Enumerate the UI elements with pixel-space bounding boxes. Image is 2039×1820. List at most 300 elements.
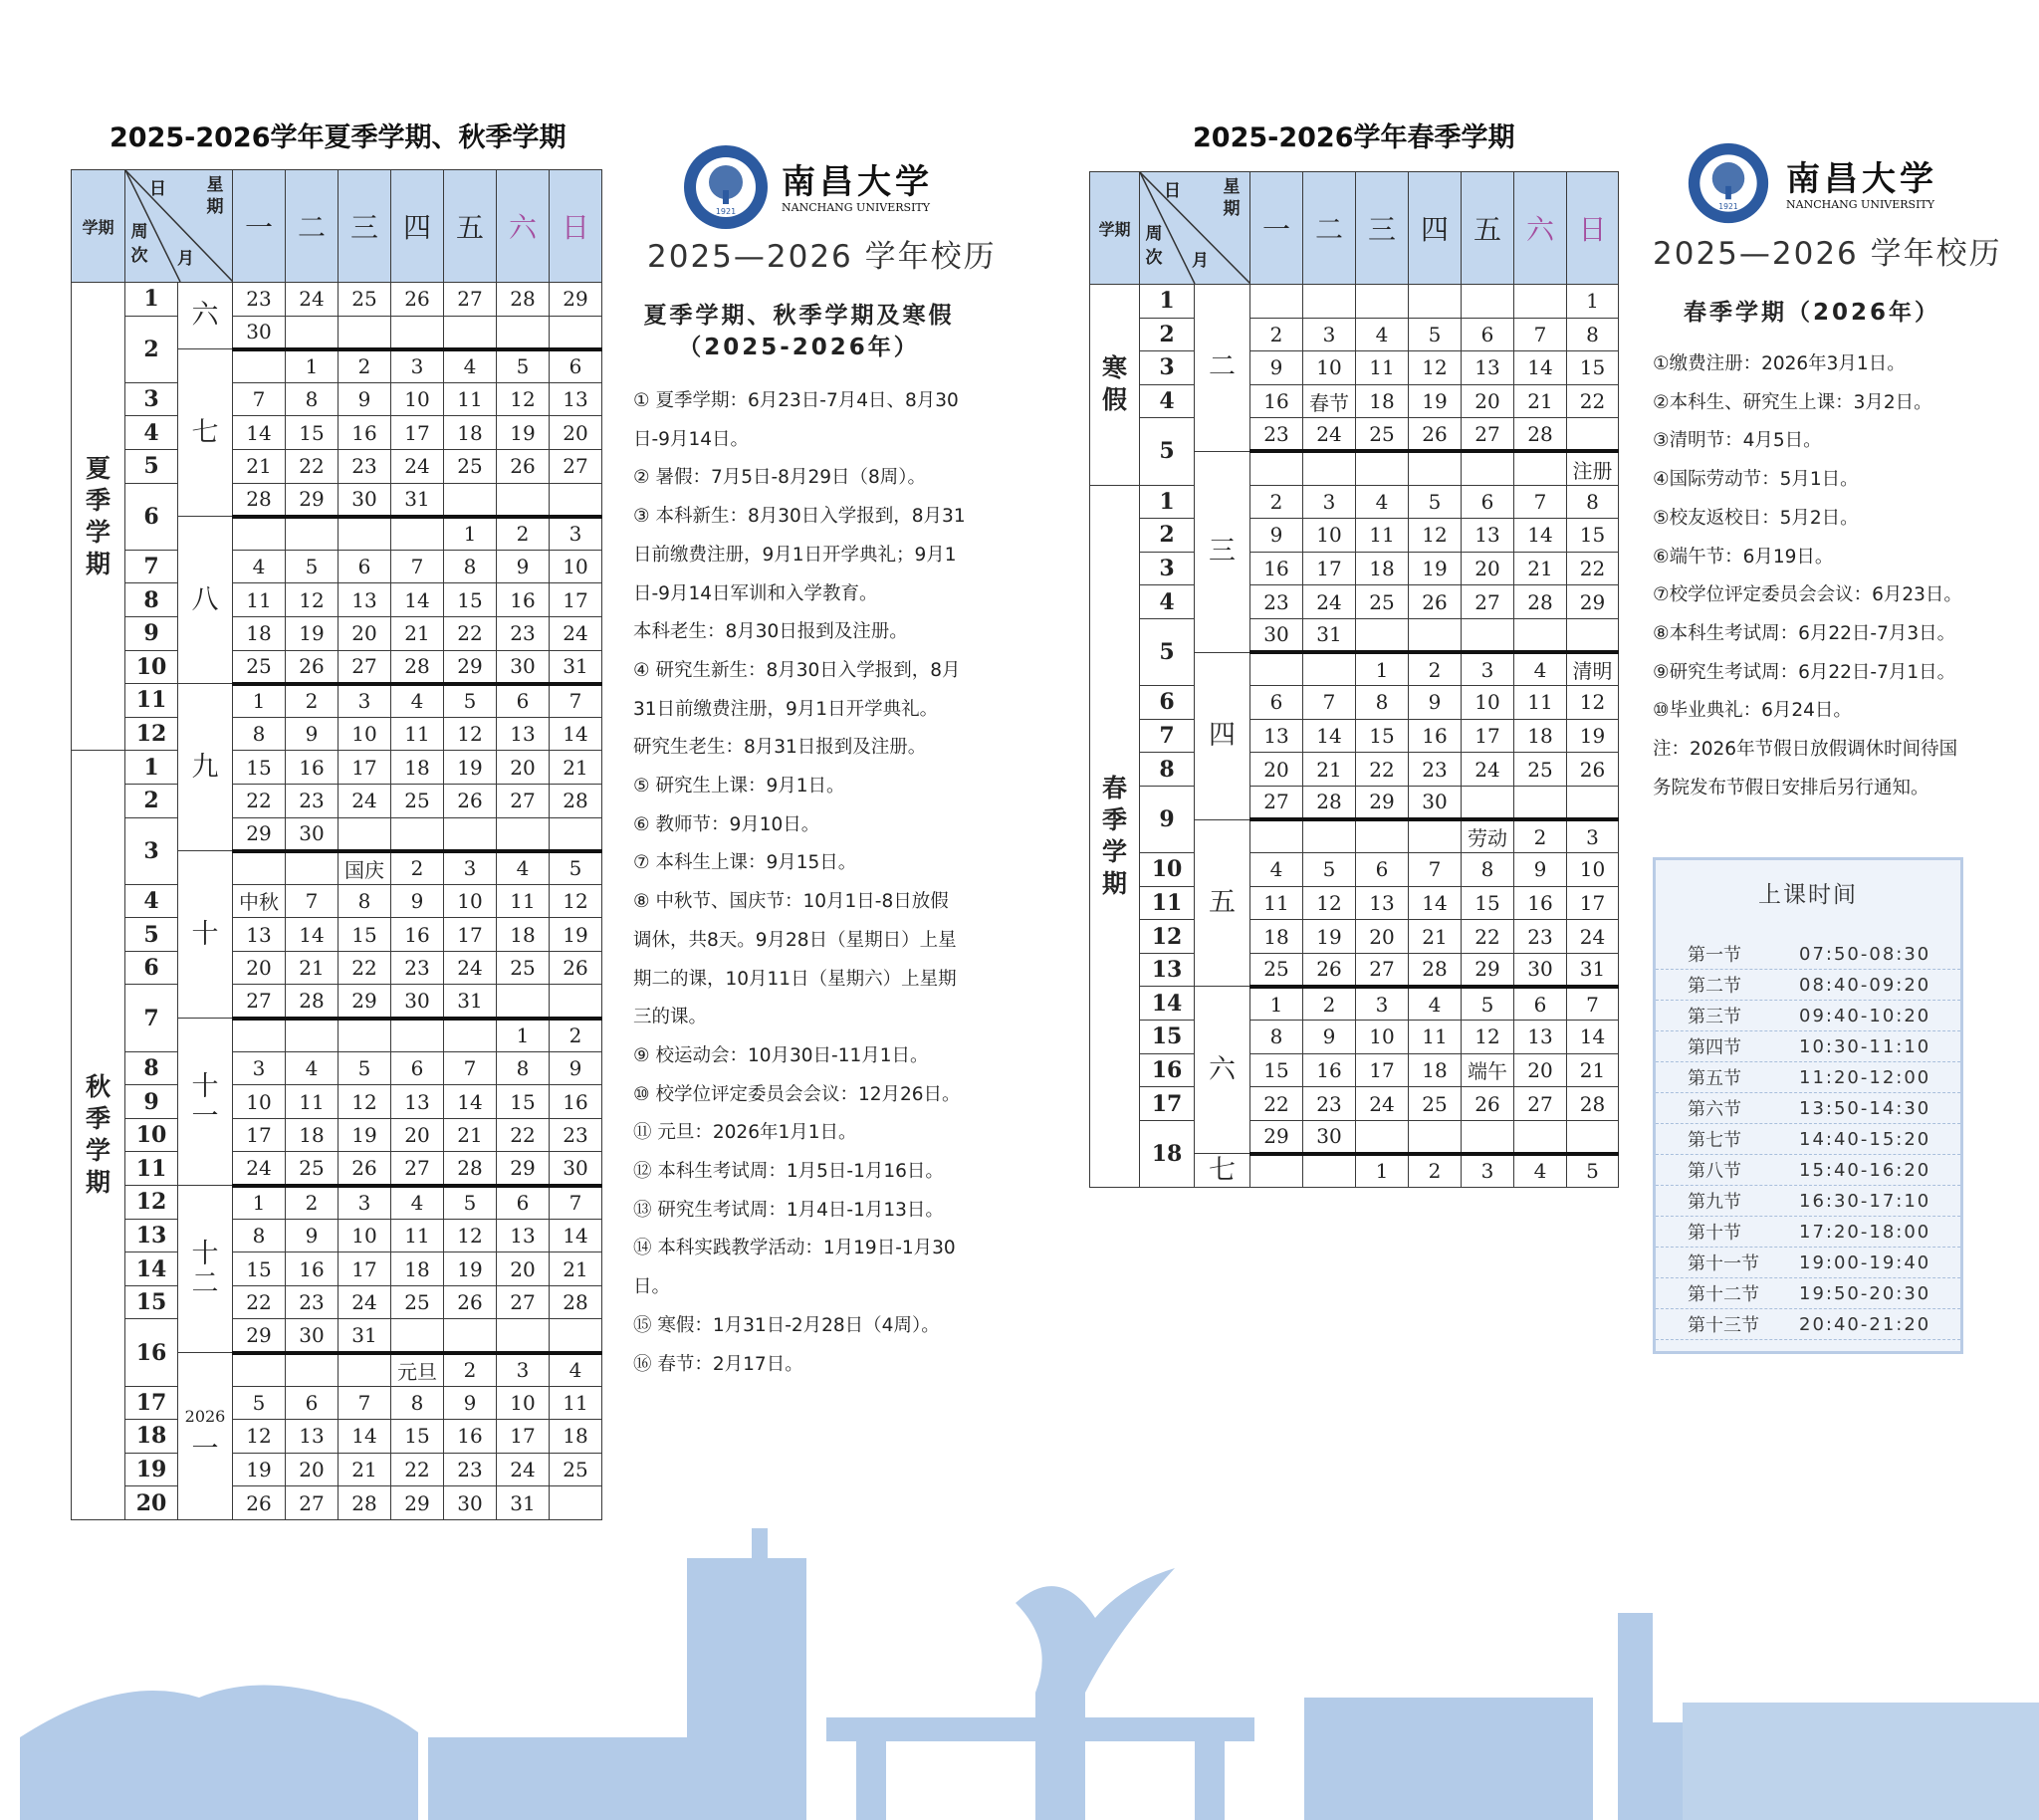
week-row — [1090, 719, 1619, 753]
note-item: ③ 本科新生：8月30日入学报到，8月31日前缴费注册，9月1日开学典礼；9月1日-9月14日军训和入学教育。 — [633, 506, 966, 604]
note-item: ⑥端午节：6月19日。 — [1653, 546, 1834, 568]
day-cell: 29 — [497, 1152, 550, 1186]
day-cell: 1 — [233, 1186, 286, 1220]
day-cell: 13 — [286, 1420, 339, 1454]
term-header: 学期 — [1090, 172, 1140, 285]
day-cell: 24 — [1356, 1087, 1409, 1121]
school-name: 南昌大学 — [782, 162, 933, 202]
week-row — [72, 1285, 602, 1319]
day-cell: 12 — [497, 382, 550, 416]
day-cell: 29 — [339, 985, 391, 1019]
week-row — [72, 1453, 602, 1486]
day-cell: 16 — [1514, 886, 1567, 920]
class-time-row — [1656, 1093, 1960, 1124]
day-cell: 13 — [1250, 719, 1303, 753]
day-cell: 22 — [1567, 384, 1619, 418]
day-cell: 27 — [1462, 585, 1514, 619]
day-cell: 5 — [444, 684, 497, 718]
day-cell: 8 — [1462, 853, 1514, 887]
day-cell: 23 — [497, 616, 550, 650]
week-row — [72, 717, 602, 751]
day-cell: 26 — [391, 283, 444, 317]
week-number: 14 — [125, 1252, 178, 1286]
day-cell: 30 — [1250, 618, 1303, 652]
day-cell: 19 — [1409, 384, 1462, 418]
week-number: 9 — [125, 1085, 178, 1119]
day-cell: 30 — [1303, 1120, 1356, 1154]
day-cell: 11 — [550, 1386, 602, 1420]
day-cell: 6 — [1462, 485, 1514, 519]
section-title-line2: （2025-2026年） — [678, 335, 920, 360]
day-cell: 15 — [1567, 351, 1619, 385]
day-cell — [550, 985, 602, 1019]
class-period-time: 19:50-20:30 — [1799, 1282, 1931, 1304]
day-cell: 11 — [286, 1085, 339, 1119]
day-cell: 19 — [497, 416, 550, 450]
day-cell: 24 — [550, 616, 602, 650]
day-cell: 3 — [497, 1353, 550, 1387]
day-cell: 26 — [286, 650, 339, 684]
day-cell: 9 — [286, 1219, 339, 1252]
section-title: 春季学期（2026年） — [1683, 300, 1940, 326]
corner-ri: 日 — [149, 179, 166, 199]
day-cell — [1409, 819, 1462, 853]
day-cell: 17 — [550, 583, 602, 617]
day-cell: 30 — [1409, 786, 1462, 819]
week-number: 15 — [1140, 1021, 1195, 1054]
day-cell — [1462, 451, 1514, 485]
day-cell: 25 — [391, 1285, 444, 1319]
day-cell: 12 — [550, 884, 602, 918]
day-cell: 3 — [1303, 485, 1356, 519]
note-item: ④ 研究生新生：8月30日入学报到，8月31日前缴费注册，9月1日开学典礼。 — [633, 659, 961, 720]
day-cell: 27 — [497, 1285, 550, 1319]
day-cell: 21 — [339, 1453, 391, 1486]
day-cell — [286, 1353, 339, 1387]
week-row — [1090, 987, 1619, 1021]
day-cell: 7 — [550, 684, 602, 718]
day-cell: 23 — [339, 449, 391, 483]
day-cell: 9 — [339, 382, 391, 416]
class-time-row — [1656, 1124, 1960, 1155]
day-cell: 24 — [1567, 920, 1619, 954]
day-cell — [1303, 819, 1356, 853]
class-period-time: 15:40-16:20 — [1799, 1159, 1931, 1181]
week-number: 1 — [1140, 485, 1195, 519]
week-number: 8 — [1140, 753, 1195, 787]
week-row — [72, 1051, 602, 1085]
day-cell — [1409, 618, 1462, 652]
class-time-row — [1656, 1031, 1960, 1062]
week-row — [72, 449, 602, 483]
day-cell: 2 — [550, 1019, 602, 1052]
day-cell: 15 — [1356, 719, 1409, 753]
day-cell: 13 — [339, 583, 391, 617]
day-header-fri: 五 — [444, 170, 497, 283]
day-cell: 12 — [1409, 519, 1462, 553]
day-cell: 16 — [497, 583, 550, 617]
week-row — [72, 382, 602, 416]
note-item: ①缴费注册：2026年3月1日。 — [1653, 353, 1906, 374]
day-cell: 16 — [1409, 719, 1462, 753]
day-cell: 8 — [1250, 1021, 1303, 1054]
week-number: 8 — [125, 583, 178, 617]
week-row — [72, 1486, 602, 1520]
day-cell: 29 — [444, 650, 497, 684]
day-cell: 13 — [497, 717, 550, 751]
week-row — [1090, 853, 1619, 887]
day-cell: 19 — [339, 1118, 391, 1152]
week-number: 14 — [1140, 987, 1195, 1021]
day-cell: 1 — [497, 1019, 550, 1052]
week-row — [1090, 753, 1619, 787]
week-number: 1 — [125, 283, 178, 317]
day-cell: 16 — [339, 416, 391, 450]
class-time-box — [1653, 857, 1963, 1354]
corner-zhouci: 周次 — [1145, 224, 1163, 268]
day-cell: 21 — [1567, 1053, 1619, 1087]
day-cell — [1303, 652, 1356, 686]
week-number: 2 — [125, 316, 178, 382]
day-cell: 6 — [286, 1386, 339, 1420]
week-row — [1090, 618, 1619, 652]
day-cell: 7 — [444, 1051, 497, 1085]
right-table-title: 2025-2026学年春季学期 — [1193, 122, 1515, 153]
day-cell: 21 — [444, 1118, 497, 1152]
day-cell: 17 — [1303, 552, 1356, 585]
day-cell: 7 — [550, 1186, 602, 1220]
day-cell: 27 — [1356, 953, 1409, 987]
day-cell: 27 — [1250, 786, 1303, 819]
week-row — [72, 884, 602, 918]
day-cell: 16 — [550, 1085, 602, 1119]
class-time-row — [1656, 1155, 1960, 1186]
note-item: ⑦ 本科生上课：9月15日。 — [633, 852, 857, 874]
day-cell — [1250, 1154, 1303, 1188]
day-cell — [1514, 1120, 1567, 1154]
week-row — [1090, 351, 1619, 385]
month-label: 二 — [1195, 285, 1250, 452]
day-cell — [444, 1319, 497, 1353]
day-cell: 19 — [444, 1252, 497, 1286]
week-number: 1 — [125, 751, 178, 785]
day-cell: 31 — [1567, 953, 1619, 987]
day-cell: 2 — [339, 349, 391, 383]
day-cell: 27 — [391, 1152, 444, 1186]
day-cell: 3 — [444, 851, 497, 885]
day-cell — [1356, 1120, 1409, 1154]
day-cell: 24 — [391, 449, 444, 483]
note-item: ① 夏季学期：6月23日-7月4日、8月30日-9月14日。 — [633, 390, 959, 450]
day-cell — [233, 517, 286, 551]
day-cell: 15 — [233, 751, 286, 785]
day-cell: 5 — [286, 550, 339, 583]
autumn-calendar-table — [71, 169, 602, 1520]
day-cell: 15 — [286, 416, 339, 450]
day-cell — [497, 316, 550, 349]
day-cell: 28 — [339, 1486, 391, 1520]
week-number: 5 — [125, 918, 178, 952]
week-number: 11 — [125, 684, 178, 718]
day-cell: 9 — [1250, 351, 1303, 385]
day-cell: 23 — [391, 951, 444, 985]
day-cell: 中秋 — [233, 884, 286, 918]
note-item: 本科老生：8月30日报到及注册。 — [633, 621, 908, 643]
day-cell: 26 — [1409, 418, 1462, 452]
day-cell: 6 — [391, 1051, 444, 1085]
week-number: 9 — [125, 616, 178, 650]
week-number: 13 — [125, 1219, 178, 1252]
day-cell: 20 — [339, 616, 391, 650]
week-row — [72, 751, 602, 785]
day-cell: 12 — [1462, 1021, 1514, 1054]
day-cell: 14 — [391, 583, 444, 617]
day-cell: 21 — [1514, 384, 1567, 418]
day-cell: 5 — [550, 851, 602, 885]
day-cell: 10 — [1303, 519, 1356, 553]
note-item: ② 暑假：7月5日-8月29日（8周）。 — [633, 467, 927, 489]
day-cell: 7 — [391, 550, 444, 583]
class-period-time: 14:40-15:20 — [1799, 1128, 1931, 1150]
day-cell: 春节 — [1303, 384, 1356, 418]
day-cell: 26 — [550, 951, 602, 985]
day-cell: 23 — [1303, 1087, 1356, 1121]
day-cell: 6 — [550, 349, 602, 383]
day-cell: 28 — [233, 483, 286, 517]
day-cell: 4 — [1356, 485, 1409, 519]
day-cell: 10 — [1462, 686, 1514, 720]
day-cell: 16 — [1250, 384, 1303, 418]
day-header-wed: 三 — [1356, 172, 1409, 285]
day-cell: 22 — [1567, 552, 1619, 585]
class-time-row — [1656, 1062, 1960, 1093]
class-period-name: 第八节 — [1688, 1161, 1741, 1182]
day-cell: 12 — [1409, 351, 1462, 385]
day-cell: 11 — [1250, 886, 1303, 920]
day-cell: 29 — [1250, 1120, 1303, 1154]
day-cell: 28 — [1514, 585, 1567, 619]
week-number: 5 — [1140, 618, 1195, 685]
day-cell: 25 — [1409, 1087, 1462, 1121]
day-cell: 9 — [1250, 519, 1303, 553]
week-number: 3 — [1140, 552, 1195, 585]
week-number: 19 — [125, 1453, 178, 1486]
day-cell: 13 — [1514, 1021, 1567, 1054]
day-cell: 7 — [1409, 853, 1462, 887]
day-cell: 11 — [233, 583, 286, 617]
week-row — [1090, 285, 1619, 319]
day-cell — [233, 1353, 286, 1387]
day-cell: 25 — [286, 1152, 339, 1186]
week-number: 8 — [125, 1051, 178, 1085]
day-cell: 11 — [1356, 351, 1409, 385]
day-cell: 26 — [444, 1285, 497, 1319]
day-cell: 18 — [1356, 552, 1409, 585]
day-cell: 3 — [1462, 652, 1514, 686]
day-cell: 14 — [550, 717, 602, 751]
day-cell: 10 — [339, 1219, 391, 1252]
month-label: 六 — [1195, 987, 1250, 1154]
day-cell: 22 — [233, 784, 286, 817]
day-cell: 26 — [444, 784, 497, 817]
week-number: 16 — [1140, 1053, 1195, 1087]
week-number: 9 — [1140, 786, 1195, 852]
university-seal-icon — [1686, 140, 1771, 226]
seal-year: 1921 — [1718, 201, 1738, 211]
day-cell: 14 — [233, 416, 286, 450]
day-cell: 29 — [233, 1319, 286, 1353]
day-cell: 1 — [233, 684, 286, 718]
week-row — [1090, 1120, 1619, 1154]
corner-header — [125, 170, 233, 283]
day-cell — [391, 517, 444, 551]
day-cell: 16 — [1303, 1053, 1356, 1087]
class-period-name: 第五节 — [1688, 1068, 1741, 1089]
day-cell: 25 — [1250, 953, 1303, 987]
day-cell: 18 — [286, 1118, 339, 1152]
week-row — [72, 1152, 602, 1186]
day-cell: 4 — [233, 550, 286, 583]
class-period-name: 第一节 — [1688, 945, 1741, 966]
day-cell: 18 — [391, 1252, 444, 1286]
day-cell: 30 — [1514, 953, 1567, 987]
day-cell: 3 — [233, 1051, 286, 1085]
day-header-wed: 三 — [339, 170, 391, 283]
day-cell: 27 — [233, 985, 286, 1019]
day-cell: 11 — [391, 717, 444, 751]
month-label: 七 — [1195, 1154, 1250, 1188]
day-cell: 4 — [286, 1051, 339, 1085]
day-cell — [286, 1019, 339, 1052]
day-cell — [1567, 618, 1619, 652]
day-cell: 28 — [497, 283, 550, 317]
day-cell: 7 — [286, 884, 339, 918]
note-item: ⑩ 校学位评定委员会会议：12月26日。 — [633, 1083, 961, 1105]
week-number: 2 — [1140, 318, 1195, 351]
note-item: ⑤校友返校日：5月2日。 — [1653, 507, 1859, 529]
term-label: 秋季学期 — [72, 751, 125, 1520]
day-cell: 20 — [497, 1252, 550, 1286]
day-cell — [444, 483, 497, 517]
day-cell: 28 — [1303, 786, 1356, 819]
day-cell: 8 — [233, 1219, 286, 1252]
day-cell — [339, 1353, 391, 1387]
day-cell: 31 — [1303, 618, 1356, 652]
day-cell: 21 — [1303, 753, 1356, 787]
week-row — [72, 316, 602, 349]
day-cell: 4 — [1409, 987, 1462, 1021]
day-header-mon: 一 — [1250, 172, 1303, 285]
class-time-row — [1656, 1248, 1960, 1278]
day-cell: 20 — [1462, 552, 1514, 585]
day-cell: 16 — [444, 1420, 497, 1454]
day-cell: 2 — [1250, 318, 1303, 351]
day-cell: 清明 — [1567, 652, 1619, 686]
day-cell: 12 — [444, 717, 497, 751]
week-number: 17 — [1140, 1087, 1195, 1121]
day-cell: 12 — [1303, 886, 1356, 920]
university-seal-icon — [681, 142, 771, 232]
day-cell: 22 — [444, 616, 497, 650]
day-cell: 17 — [444, 918, 497, 952]
note-item: ④国际劳动节：5月1日。 — [1653, 469, 1859, 491]
note-item: ⑮ 寒假：1月31日-2月28日（4周）。 — [633, 1314, 940, 1336]
day-cell: 20 — [550, 416, 602, 450]
week-number: 3 — [125, 817, 178, 884]
day-cell — [550, 1319, 602, 1353]
week-number: 5 — [1140, 418, 1195, 485]
day-cell: 19 — [1303, 920, 1356, 954]
day-cell: 27 — [339, 650, 391, 684]
day-cell: 31 — [444, 985, 497, 1019]
day-cell: 5 — [1303, 853, 1356, 887]
day-cell: 劳动 — [1462, 819, 1514, 853]
day-cell: 24 — [233, 1152, 286, 1186]
day-cell: 2 — [497, 517, 550, 551]
note-item: ⑧ 中秋节、国庆节：10月1日-8日放假调休，共8天。9月28日（星期日）上星期二的课，10月11日（星期六）上星期三的课。 — [633, 891, 957, 1028]
note-item: ⑥ 教师节：9月10日。 — [633, 813, 820, 835]
day-cell: 20 — [286, 1453, 339, 1486]
day-cell: 3 — [1567, 819, 1619, 853]
day-cell: 12 — [339, 1085, 391, 1119]
day-cell: 5 — [1409, 485, 1462, 519]
day-cell — [497, 985, 550, 1019]
day-cell: 8 — [391, 1386, 444, 1420]
day-cell: 9 — [1303, 1021, 1356, 1054]
class-period-time: 13:50-14:30 — [1799, 1097, 1931, 1119]
day-header-sun: 日 — [1567, 172, 1619, 285]
day-cell: 国庆 — [339, 851, 391, 885]
note-item: ⑪ 元旦：2026年1月1日。 — [633, 1122, 857, 1144]
day-cell: 10 — [1567, 853, 1619, 887]
day-cell: 22 — [391, 1453, 444, 1486]
week-row — [1090, 686, 1619, 720]
day-cell: 25 — [233, 650, 286, 684]
day-cell: 18 — [550, 1420, 602, 1454]
week-number: 17 — [125, 1386, 178, 1420]
day-cell: 19 — [550, 918, 602, 952]
week-number: 20 — [125, 1486, 178, 1520]
day-cell: 20 — [1356, 920, 1409, 954]
term-header: 学期 — [72, 170, 125, 283]
day-cell: 25 — [1514, 753, 1567, 787]
class-time-row — [1656, 1186, 1960, 1217]
week-number: 10 — [125, 650, 178, 684]
day-cell: 30 — [550, 1152, 602, 1186]
day-cell: 22 — [1250, 1087, 1303, 1121]
day-cell: 29 — [233, 817, 286, 851]
note-item: ⑯ 春节：2月17日。 — [633, 1353, 803, 1375]
seal-year: 1921 — [715, 207, 737, 216]
day-cell: 30 — [497, 650, 550, 684]
day-header-sun: 日 — [550, 170, 602, 283]
corner-ri: 日 — [1164, 181, 1181, 201]
week-number: 10 — [125, 1118, 178, 1152]
day-cell: 15 — [391, 1420, 444, 1454]
week-row — [72, 1118, 602, 1152]
day-cell: 4 — [391, 684, 444, 718]
week-number: 10 — [1140, 853, 1195, 887]
day-cell: 7 — [1303, 686, 1356, 720]
day-cell: 25 — [1356, 418, 1409, 452]
day-cell: 14 — [444, 1085, 497, 1119]
week-row — [1090, 1021, 1619, 1054]
week-row — [72, 550, 602, 583]
day-cell: 14 — [1303, 719, 1356, 753]
week-row — [1090, 552, 1619, 585]
day-cell: 26 — [1462, 1087, 1514, 1121]
day-cell — [1409, 285, 1462, 319]
